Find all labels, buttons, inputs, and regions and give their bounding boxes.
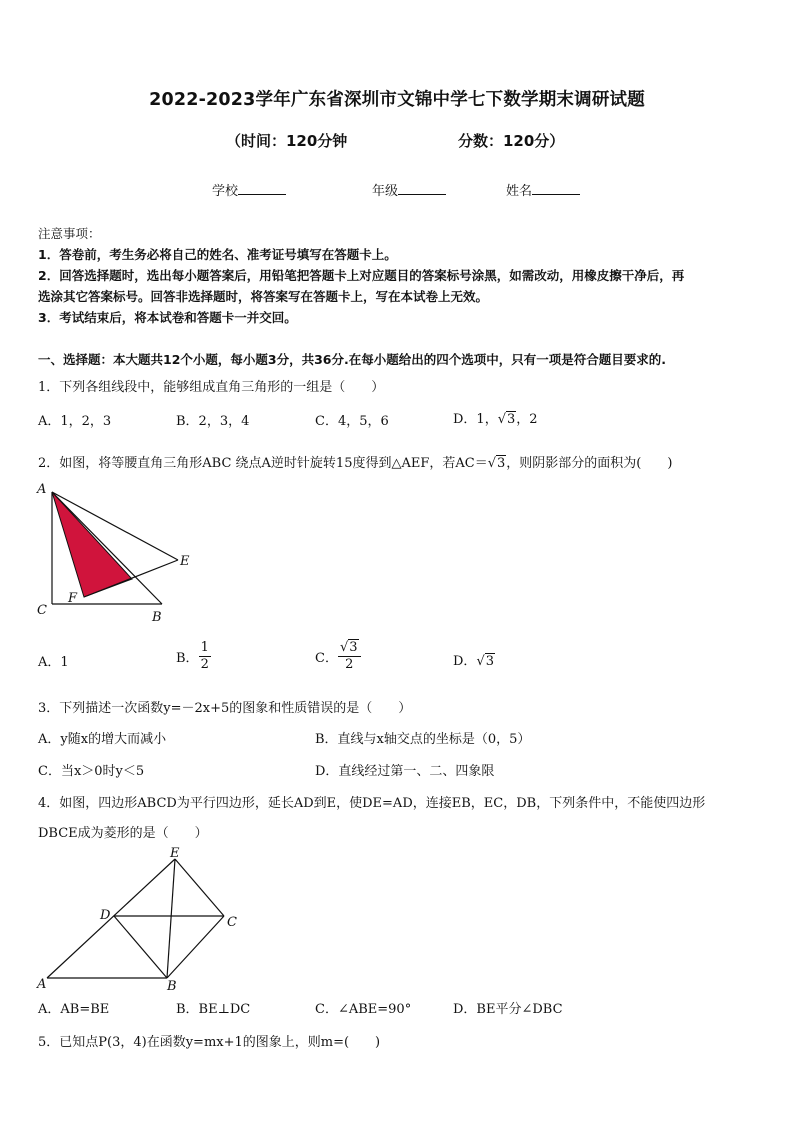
grade-blank [398, 182, 446, 195]
grade-field [372, 180, 446, 199]
label-a: A [37, 977, 47, 992]
note-item: 1．答卷前，考生务必将自己的姓名、准考证号填写在答题卡上。 [38, 247, 397, 262]
q2-option-b: B． $\frac{1}{2}$ [176, 640, 209, 672]
q3-option-d: D．直线经过第一、二、四象限 [315, 764, 495, 779]
q1-option-a: A．1，2，3 [38, 414, 112, 429]
q2-option-c: C． $\frac{√3}{2}$ [315, 640, 361, 673]
note-item: 3．考试结束后，将本试卷和答题卡一并交回。 [38, 310, 297, 325]
label-c: C [227, 915, 237, 930]
exam-score: 分数：120分） [458, 132, 565, 150]
q4-option-a: A．AB=BE [38, 1002, 110, 1017]
question-1-stem: 1．下列各组线段中，能够组成直角三角形的一组是（ ） [38, 380, 385, 395]
segment-ec [175, 859, 224, 916]
label-f: F [68, 591, 78, 606]
label-c: C [37, 603, 47, 618]
label-d: D [100, 908, 111, 923]
label-b: B [167, 979, 177, 992]
label-e: E [180, 554, 190, 569]
label-b: B [152, 610, 162, 625]
name-field [506, 180, 580, 199]
q1-option-b: B．2，3，4 [176, 414, 250, 429]
question-2-stem: 2．如图，将等腰直角三角形ABC 绕点A逆时针旋转15度得到△AEF，若AC＝√3，则阴影部分的面积为( ) [38, 456, 673, 471]
sqrt-symbol: √3 [497, 412, 516, 427]
sqrt-symbol: √3 [487, 456, 506, 471]
notes-heading: 注意事项： [38, 226, 101, 241]
question-4-stem-line1: 4．如图，四边形ABCD为平行四边形，延长AD到E，使DE=AD，连接EB，EC，DB，下列条件中，不能使四边形 [38, 796, 706, 811]
grade-label: 年级 [372, 184, 399, 199]
segment-eb [167, 859, 175, 978]
exam-time: （时间：120分钟 [226, 132, 348, 150]
segment-bc [167, 916, 224, 978]
question-3-stem: 3．下列描述一次函数y=－2x+5的图象和性质错误的是（ ） [38, 701, 412, 716]
q4-option-b: B．BE⊥DC [176, 1002, 251, 1017]
segment-db [114, 916, 167, 978]
label-a: A [37, 482, 47, 497]
q3-option-b: B．直线与x轴交点的坐标是（0，5） [315, 732, 531, 747]
q4-figure [34, 844, 244, 992]
q3-option-c: C．当x＞0时y＜5 [38, 764, 145, 779]
page-title: 2022-2023学年广东省深圳市文锦中学七下数学期末调研试题 [149, 90, 645, 110]
q2-option-d: D．√3 [453, 654, 495, 669]
label-e: E [170, 846, 180, 861]
shaded-region [52, 492, 132, 597]
school-field [212, 180, 286, 199]
question-5-stem: 5．已知点P(3，4)在函数y=mx+1的图象上，则m=( ) [38, 1035, 381, 1050]
q1-option-d: D．1，√3，2 [453, 412, 538, 427]
school-blank [238, 182, 286, 195]
note-item: 2．回答选择题时，选出每小题答案后，用铅笔把答题卡上对应题目的答案标号涂黑，如需改动，用橡皮擦干净后，再 [38, 268, 685, 283]
fraction: $\frac{1}{2}$ [200, 640, 209, 672]
sqrt-symbol: √3 [476, 654, 495, 669]
q2-option-a: A．1 [38, 655, 69, 670]
note-item: 选涂其它答案标号。回答非选择题时，将答案写在答题卡上，写在本试卷上无效。 [38, 289, 489, 304]
question-4-stem-line2: DBCE成为菱形的是（ ） [38, 826, 208, 841]
name-label: 姓名 [506, 184, 533, 199]
q4-option-d: D．BE平分∠DBC [453, 1002, 563, 1017]
fraction: $\frac{√3}{2}$ [338, 640, 361, 673]
section-heading: 一、选择题：本大题共12个小题，每小题3分，共36分.在每小题给出的四个选项中，只有一项是符合题目要求的. [38, 352, 666, 367]
name-blank [532, 182, 580, 195]
q4-option-c: C．∠ABE=90° [315, 1002, 412, 1017]
segment-ae [47, 859, 175, 978]
school-label: 学校 [212, 184, 239, 199]
q3-option-a: A．y随x的增大而减小 [38, 732, 167, 747]
q1-option-c: C．4，5，6 [315, 414, 389, 429]
q2-figure [34, 480, 204, 625]
